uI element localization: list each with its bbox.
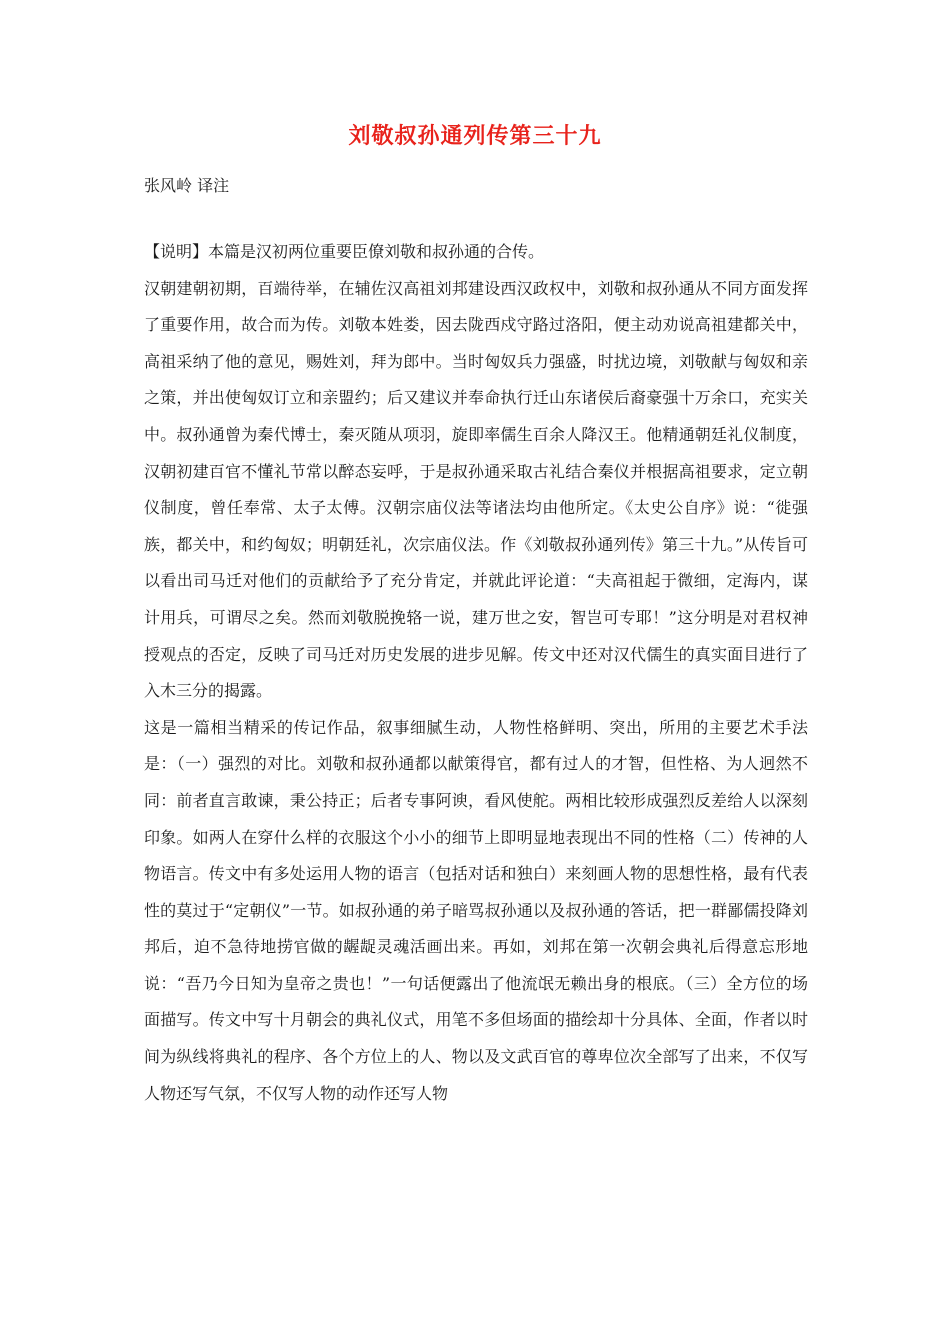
body-text xyxy=(144,234,808,1112)
paragraph-explanation: 【说明】本篇是汉初两位重要臣僚刘敬和叔孙通的合传。 xyxy=(144,242,545,261)
author-line: 张风岭 译注 xyxy=(144,176,230,195)
paragraph-artistry: 这是一篇相当精采的传记作品，叙事细腻生动，人物性格鲜明、突出，所用的主要艺术手法是：（一）强烈的对比。刘敬和叔孙通都以献策得官，都有过人的才智，但性格、为人迥然不同：前者直言敢谏，秉公持正；后者专事阿谀，看风使舵。两相比较形成强烈反差给人以深刻印象。如两人在穿什么样的衣服这个小小的细节上即明显地表现出不同的性格（二）传神的人物语言。传文中有多处运用人物的语言（包括对话和独白）来刻画人物的思想性格，最有代表性的莫过于“定朝仪”一节。如叔孙通的弟子暗骂叔孙通以及叔孙通的答话，把一群鄙儒投降刘邦后，迫不急待地捞官做的龌龊灵魂活画出来。再如，刘邦在第一次朝会典礼后得意忘形地说：“吾乃今日知为皇帝之贵也！”一句话便露出了他流氓无赖出身的根底。（三）全方位的场面描写。传文中写十月朝会的典礼仪式，用笔不多但场面的描绘却十分具体、全面，作者以时间为纵线将典礼的程序、各个方位上的人、物以及文武百官的尊卑位次全部写了出来，不仅写人物还写气氛，不仅写人物的动作还写人物 xyxy=(144,717,808,1103)
document-title: 刘敬叔孙通列传第三十九 xyxy=(348,124,602,149)
paragraph-background: 汉朝建朝初期，百端待举，在辅佐汉高祖刘邦建设西汉政权中，刘敬和叔孙通从不同方面发挥了重要作用，故合而为传。刘敬本姓娄，因去陇西戍守路过洛阳，便主动劝说高祖建都关中，高祖采纳了他的意见，赐姓刘，拜为郎中。当时匈奴兵力强盛，时扰边境，刘敬献与匈奴和亲之策，并出使匈奴订立和亲盟约；后又建议并奉命执行迁山东诸侯后裔豪强十万余口，充实关中。叔孙通曾为秦代博士，秦灭随从项羽，旋即率儒生百余人降汉王。他精通朝廷礼仪制度，汉朝初建百官不懂礼节常以醉态妄呼，于是叔孙通采取古礼结合秦仪并根据高祖要求，定立朝仪制度，曾任奉常、太子太傅。汉朝宗庙仪法等诸法均由他所定。《太史公自序》说：“徙强族，都关中，和约匈奴；明朝廷礼，次宗庙仪法。作《刘敬叔孙通列传》第三十九。”从传旨可以看出司马迁对他们的贡献给予了充分肯定，并就此评论道：“夫高祖起于微细，定海内，谋计用兵，可谓尽之矣。然而刘敬脱挽辂一说，建万世之安，智岂可专耶！”这分明是对君权神授观点的否定，反映了司马迁对历史发展的进步见解。传文中还对汉代儒生的真实面目进行了入木三分的揭露。 xyxy=(144,278,808,701)
